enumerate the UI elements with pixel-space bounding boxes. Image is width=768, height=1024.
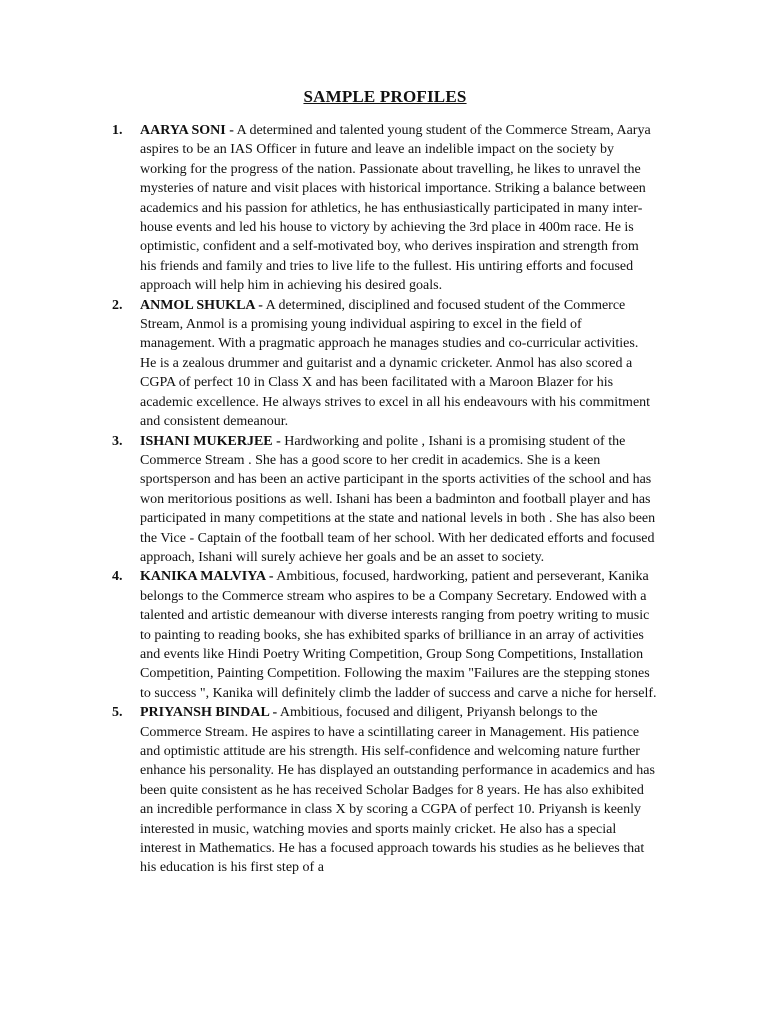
profile-name: KANIKA MALVIYA - — [140, 569, 274, 585]
profile-list — [112, 121, 658, 878]
profile-body — [140, 121, 658, 296]
profile-name: ISHANI MUKERJEE - — [140, 433, 281, 449]
profile-body — [140, 567, 658, 703]
profile-body — [140, 703, 658, 878]
profile-body — [140, 296, 658, 432]
profile-text: A determined and talented young student of the Commerce Stream, Aarya aspires to be an IAS Officer in future and leave an indelible impact on the society by working for the progress of the nation. Passionate about travelling, he likes to unravel the mysteries of nature and visit places with historical importance. Striking a balance between academics and his passion for athletics, he has enthusiastically participated in many inter-house events and led his house to victory by achieving the 3rd place in 400m race. He is optimistic, confident and a self-motivated boy, who derives inspiration and strength from his friends and family and tries to live life to the fullest. His untiring efforts and focused approach will help him in achieving his desired goals. — [140, 123, 651, 294]
profile-text: Ambitious, focused and diligent, Priyansh belongs to the Commerce Stream. He aspires to have a scintillating career in Management. His patience and optimistic attitude are his strength. His self-confidence and welcoming nature further enhance his personality. He has displayed an outstanding performance in academics and has been quite consistent as he has received Scholar Badges for 8 years. He has also exhibited an incredible performance in class X by scoring a CGPA of perfect 10. Priyansh is keenly interested in music, watching movies and sports mainly cricket. He also has a special interest in Mathematics. He has a focused approach towards his studies as he believes that his education is his first step of a — [140, 705, 655, 876]
profile-text: Ambitious, focused, hardworking, patient and perseverant, Kanika belongs to the Commerce stream who aspires to be a Company Secretary. Endowed with a talented and artistic demeanour with diverse interests ranging from poetry writing to music to painting to reading books, she has exhibited sparks of brilliance in an array of activities and events like Hindi Poetry Writing Competition, Group Song Competitions, Installation Competition, Painting Competition. Following the maxim "Failures are the stepping stones to success ", Kanika will definitely climb the ladder of success and carve a niche for herself. — [140, 569, 657, 701]
profile-item — [112, 121, 658, 296]
profile-name: ANMOL SHUKLA - — [140, 297, 263, 313]
profile-item — [112, 296, 658, 432]
profile-number: 2. — [112, 297, 123, 313]
profile-item — [112, 703, 658, 878]
profile-number: 3. — [112, 433, 123, 449]
page-title: SAMPLE PROFILES — [303, 87, 467, 106]
profile-item — [112, 432, 658, 568]
profile-text: Hardworking and polite , Ishani is a promising student of the Commerce Stream . She has a good score to her credit in academics. She is a keen sportsperson and has been an active participant in the sports activities of the school and has won meritorious positions as well. Ishani has been a badminton and football player and has participated in many competitions at the state and national levels in both . She has also been the Vice - Captain of the football team of her school. With her dedicated efforts and focused approach, Ishani will surely achieve her goals and be an asset to society. — [140, 433, 656, 565]
profile-text: A determined, disciplined and focused student of the Commerce Stream, Anmol is a promising young individual aspiring to excel in the field of management. With a pragmatic approach he manages studies and co-curricular activities. He is a zealous drummer and guitarist and a dynamic cricketer. Anmol has also scored a CGPA of perfect 10 in Class X and has been facilitated with a Maroon Blazer for his academic excellence. He always strives to excel in all his endeavours with his commitment and consistent demeanour. — [140, 297, 651, 430]
profile-number: 5. — [112, 705, 123, 721]
profile-name: PRIYANSH BINDAL - — [140, 705, 278, 721]
profile-number: 1. — [112, 123, 123, 138]
profile-body — [140, 432, 658, 568]
profile-number: 4. — [112, 569, 123, 585]
profile-item — [112, 567, 658, 703]
profile-name: AARYA SONI - — [140, 123, 234, 138]
